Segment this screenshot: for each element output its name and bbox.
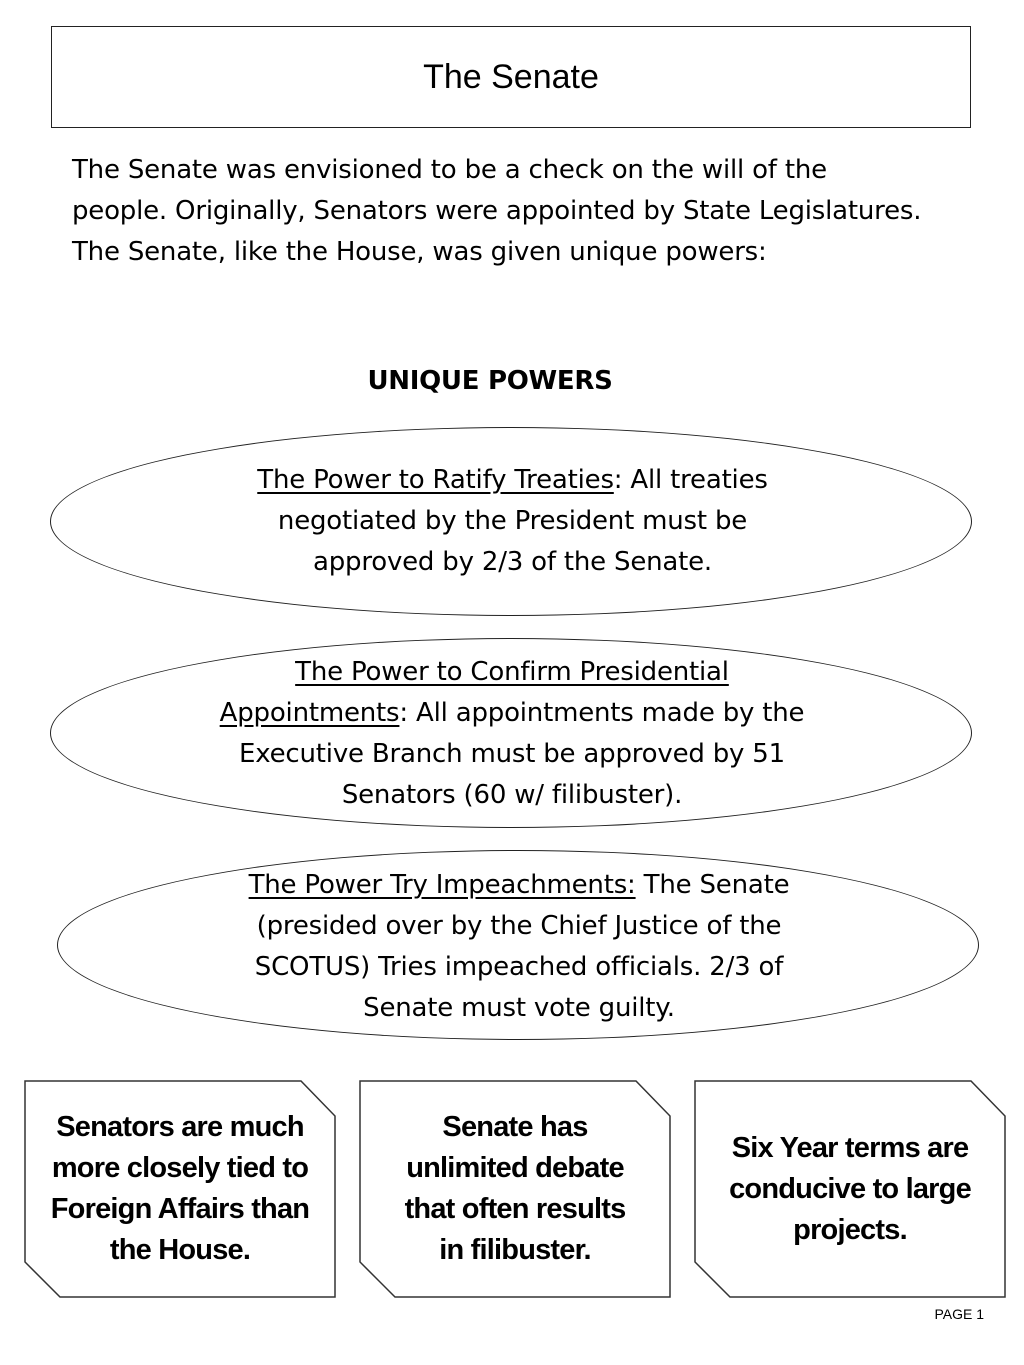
power-separator-treaties: :	[613, 465, 623, 495]
power-text-treaties	[215, 460, 810, 583]
power-text-appointments	[208, 652, 816, 816]
page-title: The Senate	[423, 57, 599, 96]
title-box	[51, 26, 971, 128]
power-description-appointments: All appointments made by the Executive Branch must be approved by 51 Senators (60 w/ filibuster).	[239, 698, 805, 810]
card-text-unlimited-debate: Senate has unlimited debate that often results in filibuster.	[404, 1111, 626, 1266]
power-description-treaties: All treaties negotiated by the President must be approved by 2/3 of the Senate.	[277, 465, 768, 577]
power-name-treaties: The Power to Ratify Treaties	[257, 465, 614, 495]
power-separator-appointments: :	[399, 698, 408, 728]
power-description-impeachments: The Senate (presided over by the Chief Justice of the SCOTUS) Tries impeached officials. 2/3 of Senate must vote guilty.	[254, 870, 790, 1023]
power-name-appointments: The Power to Confirm Presidential Appointments	[219, 657, 729, 728]
card-six-year-terms	[694, 1080, 1006, 1298]
power-text-impeachments	[215, 865, 823, 1029]
card-unlimited-debate	[359, 1080, 671, 1298]
intro-paragraph: The Senate was envisioned to be a check on the will of the people. Originally, Senators were appointed by State Legislatures. The Senate, like the House, was given unique powers:	[72, 155, 922, 267]
page-number: PAGE 1	[934, 1306, 984, 1322]
card-text-six-year-terms: Six Year terms are conducive to large projects.	[729, 1131, 971, 1246]
card-text-foreign-affairs: Senators are much more closely tied to Foreign Affairs than the House.	[50, 1111, 310, 1266]
card-foreign-affairs	[24, 1080, 336, 1298]
unique-powers-heading: UNIQUE POWERS	[367, 366, 613, 396]
power-name-impeachments: The Power Try Impeachments:	[248, 870, 636, 900]
